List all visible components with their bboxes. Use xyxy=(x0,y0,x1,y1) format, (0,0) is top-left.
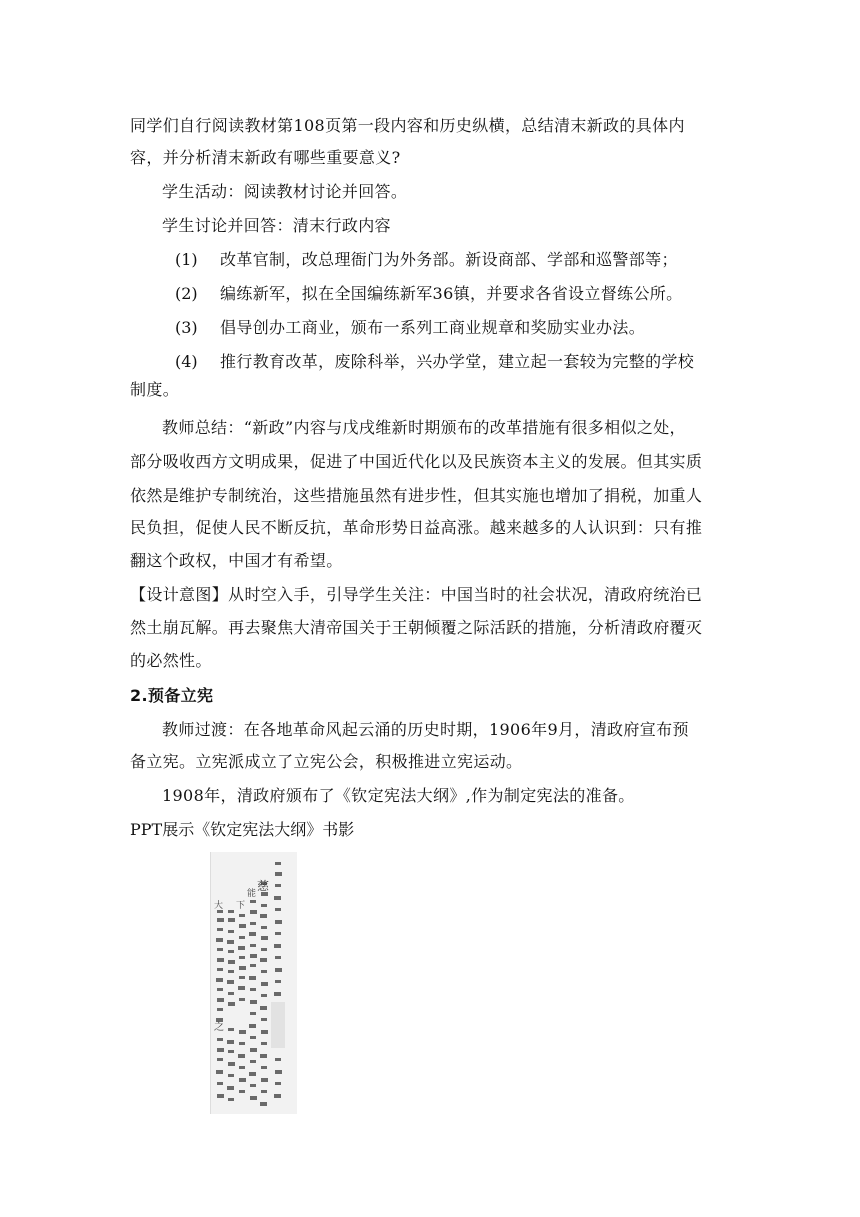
ppt-caption: PPT展示《钦定宪法大纲》书影 xyxy=(130,820,355,839)
list-text: 推行教育改革，废除科举，兴办学堂，建立起一套较为完整的学校 xyxy=(220,352,695,371)
design-intent: 然土崩瓦解。再去聚焦大清帝国关于王朝倾覆之际活跃的措施，分析清政府覆灭 xyxy=(130,618,703,637)
student-activity: 学生活动：阅读教材讨论并回答。 xyxy=(162,182,408,201)
list-number: (3) xyxy=(175,318,198,337)
paragraph-line: 同学们自行阅读教材第108页第一段内容和历史纵横，总结清末新政的具体内 xyxy=(130,116,685,135)
teacher-summary: 依然是维护专制统治，这些措施虽然有进步性，但其实施也增加了捐税，加重人 xyxy=(130,486,703,505)
teacher-summary: 翻这个政权，中国才有希望。 xyxy=(130,551,343,570)
list-text: 编练新军，拟在全国编练新军36镇，并要求各省设立督练公所。 xyxy=(220,284,683,303)
teacher-summary: 部分吸收西方文明成果，促进了中国近代化以及民族资本主义的发展。但其实质 xyxy=(130,452,703,471)
design-intent: 的必然性。 xyxy=(130,651,212,670)
book-page-scan xyxy=(211,852,297,1114)
book-glyph: 慈 xyxy=(257,879,270,893)
section-heading: 2.预备立宪 xyxy=(130,686,214,705)
list-text: 倡导创办工商业，颁布一系列工商业规章和奖励实业办法。 xyxy=(220,318,646,337)
teacher-transition: 备立宪。立宪派成立了立宪公会，积极推进立宪运动。 xyxy=(130,752,523,771)
book-page-image xyxy=(210,852,297,1114)
paragraph-line: 容，并分析清末新政有哪些重要意义? xyxy=(130,148,401,167)
teacher-summary: 民负担，促使人民不断反抗，革命形势日益高涨。越来越多的人认识到：只有推 xyxy=(130,518,703,537)
book-glyph: 下 xyxy=(236,901,246,911)
list-text-continuation: 制度。 xyxy=(130,380,180,399)
student-answer-intro: 学生讨论并回答：清末行政内容 xyxy=(162,216,391,235)
teacher-summary: 教师总结：“新政”内容与戊戌维新时期颁布的改革措施有很多相似之处， xyxy=(162,418,686,437)
book-glyph: 能 xyxy=(247,889,257,899)
book-glyph: 大 xyxy=(214,901,224,911)
list-number: (1) xyxy=(175,250,198,269)
list-number: (2) xyxy=(175,284,198,303)
design-intent: 【设计意图】从时空入手，引导学生关注：中国当时的社会状况，清政府统治已 xyxy=(130,585,703,604)
list-text: 改革官制，改总理衙门为外务部。新设商部、学部和巡警部等； xyxy=(220,250,678,269)
list-number: (4) xyxy=(175,352,198,371)
constitution-sentence: 1908年，清政府颁布了《钦定宪法大纲》,作为制定宪法的准备。 xyxy=(162,786,635,805)
teacher-transition: 教师过渡：在各地革命风起云涌的历史时期，1906年9月，清政府宣布预 xyxy=(162,720,689,739)
book-glyph: 之 xyxy=(214,1022,224,1033)
